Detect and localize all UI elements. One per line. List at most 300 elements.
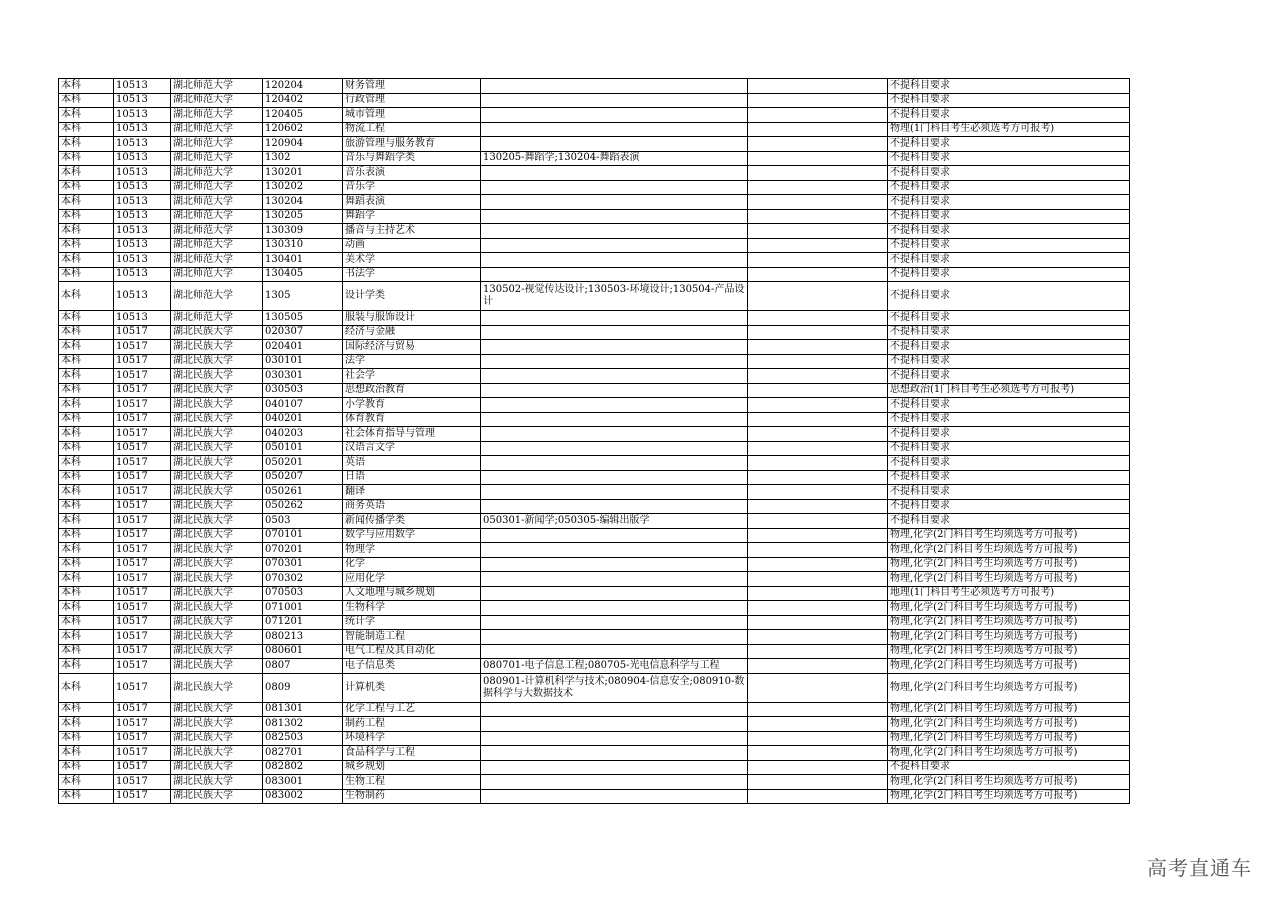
major-name-cell: 思想政治教育 [343, 383, 481, 398]
school-code-cell: 10513 [114, 166, 171, 181]
major-name-cell: 计算机类 [343, 673, 481, 702]
included-majors-cell [481, 572, 748, 587]
major-name-cell: 社会体育指导与管理 [343, 427, 481, 442]
table-row [59, 238, 1130, 253]
school-code-cell: 10517 [114, 702, 171, 717]
school-code-cell: 10517 [114, 557, 171, 572]
level-cell: 本科 [59, 369, 114, 384]
table-row [59, 412, 1130, 427]
included-majors-cell [481, 412, 748, 427]
level-cell: 本科 [59, 572, 114, 587]
blank-cell [748, 615, 888, 630]
school-name-cell: 湖北师范大学 [171, 282, 263, 311]
school-code-cell: 10517 [114, 325, 171, 340]
subject-requirement-cell: 不提科目要求 [888, 79, 1130, 94]
level-cell: 本科 [59, 79, 114, 94]
school-name-cell: 湖北民族大学 [171, 630, 263, 645]
level-cell: 本科 [59, 166, 114, 181]
subject-requirement-cell: 不提科目要求 [888, 209, 1130, 224]
major-code-cell: 130401 [263, 253, 343, 268]
school-code-cell: 10513 [114, 180, 171, 195]
subject-requirement-cell: 不提科目要求 [888, 412, 1130, 427]
school-name-cell: 湖北民族大学 [171, 659, 263, 674]
major-code-cell: 050262 [263, 499, 343, 514]
subject-requirement-cell: 物理,化学(2门科目考生均须选考方可报考) [888, 601, 1130, 616]
school-name-cell: 湖北民族大学 [171, 485, 263, 500]
included-majors-cell [481, 253, 748, 268]
level-cell: 本科 [59, 441, 114, 456]
major-name-cell: 电气工程及其自动化 [343, 644, 481, 659]
table-row [59, 253, 1130, 268]
major-code-cell: 083002 [263, 789, 343, 804]
school-name-cell: 湖北师范大学 [171, 209, 263, 224]
major-name-cell: 城市管理 [343, 108, 481, 123]
subject-requirement-cell: 物理,化学(2门科目考生均须选考方可报考) [888, 659, 1130, 674]
included-majors-cell [481, 122, 748, 137]
major-name-cell: 统计学 [343, 615, 481, 630]
school-name-cell: 湖北民族大学 [171, 644, 263, 659]
major-code-cell: 081302 [263, 717, 343, 732]
blank-cell [748, 398, 888, 413]
school-code-cell: 10517 [114, 601, 171, 616]
major-name-cell: 城乡规划 [343, 760, 481, 775]
major-name-cell: 财务管理 [343, 79, 481, 94]
included-majors-cell [481, 586, 748, 601]
table-row [59, 369, 1130, 384]
school-code-cell: 10513 [114, 195, 171, 210]
blank-cell [748, 557, 888, 572]
table-row [59, 441, 1130, 456]
level-cell: 本科 [59, 543, 114, 558]
school-name-cell: 湖北民族大学 [171, 557, 263, 572]
school-code-cell: 10517 [114, 731, 171, 746]
table-row [59, 108, 1130, 123]
school-name-cell: 湖北民族大学 [171, 340, 263, 355]
included-majors-cell [481, 470, 748, 485]
major-name-cell: 数学与应用数学 [343, 528, 481, 543]
table-row [59, 137, 1130, 152]
school-name-cell: 湖北民族大学 [171, 760, 263, 775]
subject-requirement-cell: 不提科目要求 [888, 499, 1130, 514]
major-code-cell: 071201 [263, 615, 343, 630]
major-name-cell: 设计学类 [343, 282, 481, 311]
table-row [59, 311, 1130, 326]
blank-cell [748, 470, 888, 485]
table-row [59, 644, 1130, 659]
blank-cell [748, 601, 888, 616]
level-cell: 本科 [59, 253, 114, 268]
subject-requirement-cell: 物理(1门科目考生必须选考方可报考) [888, 122, 1130, 137]
school-name-cell: 湖北师范大学 [171, 238, 263, 253]
major-code-cell: 050101 [263, 441, 343, 456]
school-name-cell: 湖北师范大学 [171, 137, 263, 152]
included-majors-cell [481, 267, 748, 282]
level-cell: 本科 [59, 485, 114, 500]
included-majors-cell [481, 224, 748, 239]
blank-cell [748, 427, 888, 442]
school-code-cell: 10513 [114, 267, 171, 282]
school-name-cell: 湖北师范大学 [171, 311, 263, 326]
level-cell: 本科 [59, 108, 114, 123]
major-name-cell: 法学 [343, 354, 481, 369]
school-code-cell: 10517 [114, 398, 171, 413]
blank-cell [748, 108, 888, 123]
subject-requirement-cell: 不提科目要求 [888, 514, 1130, 529]
major-name-cell: 生物工程 [343, 775, 481, 790]
school-name-cell: 湖北民族大学 [171, 717, 263, 732]
table-row [59, 615, 1130, 630]
included-majors-cell [481, 311, 748, 326]
subject-requirement-cell: 不提科目要求 [888, 456, 1130, 471]
school-code-cell: 10517 [114, 746, 171, 761]
level-cell: 本科 [59, 528, 114, 543]
subject-requirement-cell: 不提科目要求 [888, 180, 1130, 195]
included-majors-cell [481, 485, 748, 500]
school-name-cell: 湖北民族大学 [171, 731, 263, 746]
school-code-cell: 10513 [114, 151, 171, 166]
major-code-cell: 120204 [263, 79, 343, 94]
subject-requirement-cell: 物理,化学(2门科目考生均须选考方可报考) [888, 702, 1130, 717]
included-majors-cell [481, 543, 748, 558]
school-name-cell: 湖北民族大学 [171, 543, 263, 558]
level-cell: 本科 [59, 630, 114, 645]
included-majors-cell [481, 340, 748, 355]
major-code-cell: 040203 [263, 427, 343, 442]
level-cell: 本科 [59, 746, 114, 761]
school-name-cell: 湖北师范大学 [171, 253, 263, 268]
school-code-cell: 10513 [114, 79, 171, 94]
major-code-cell: 120405 [263, 108, 343, 123]
major-code-cell: 030301 [263, 369, 343, 384]
blank-cell [748, 760, 888, 775]
school-code-cell: 10517 [114, 354, 171, 369]
blank-cell [748, 746, 888, 761]
school-name-cell: 湖北师范大学 [171, 108, 263, 123]
major-code-cell: 050201 [263, 456, 343, 471]
included-majors-cell: 080701-电子信息工程;080705-光电信息科学与工程 [481, 659, 748, 674]
included-majors-cell [481, 383, 748, 398]
blank-cell [748, 528, 888, 543]
school-name-cell: 湖北民族大学 [171, 789, 263, 804]
included-majors-cell [481, 557, 748, 572]
major-code-cell: 030101 [263, 354, 343, 369]
blank-cell [748, 166, 888, 181]
included-majors-cell [481, 702, 748, 717]
table-row [59, 209, 1130, 224]
included-majors-cell [481, 789, 748, 804]
school-code-cell: 10517 [114, 717, 171, 732]
level-cell: 本科 [59, 644, 114, 659]
major-name-cell: 人文地理与城乡规划 [343, 586, 481, 601]
table-row [59, 673, 1130, 702]
subject-requirement-cell: 不提科目要求 [888, 282, 1130, 311]
school-code-cell: 10517 [114, 630, 171, 645]
school-name-cell: 湖北民族大学 [171, 615, 263, 630]
table-row [59, 456, 1130, 471]
major-name-cell: 生物制药 [343, 789, 481, 804]
major-name-cell: 小学教育 [343, 398, 481, 413]
school-code-cell: 10517 [114, 586, 171, 601]
school-code-cell: 10517 [114, 528, 171, 543]
included-majors-cell: 130205-舞蹈学;130204-舞蹈表演 [481, 151, 748, 166]
school-name-cell: 湖北师范大学 [171, 79, 263, 94]
school-name-cell: 湖北师范大学 [171, 122, 263, 137]
included-majors-cell [481, 456, 748, 471]
included-majors-cell [481, 166, 748, 181]
school-code-cell: 10517 [114, 412, 171, 427]
table-row [59, 760, 1130, 775]
school-code-cell: 10513 [114, 209, 171, 224]
major-code-cell: 130310 [263, 238, 343, 253]
level-cell: 本科 [59, 586, 114, 601]
table-row [59, 789, 1130, 804]
table-row [59, 325, 1130, 340]
level-cell: 本科 [59, 702, 114, 717]
subject-requirement-cell: 物理,化学(2门科目考生均须选考方可报考) [888, 746, 1130, 761]
school-code-cell: 10517 [114, 760, 171, 775]
level-cell: 本科 [59, 340, 114, 355]
blank-cell [748, 195, 888, 210]
school-name-cell: 湖北师范大学 [171, 180, 263, 195]
major-name-cell: 新闻传播学类 [343, 514, 481, 529]
table-row [59, 151, 1130, 166]
blank-cell [748, 253, 888, 268]
major-name-cell: 化学 [343, 557, 481, 572]
school-code-cell: 10517 [114, 369, 171, 384]
blank-cell [748, 514, 888, 529]
school-code-cell: 10517 [114, 456, 171, 471]
major-code-cell: 070101 [263, 528, 343, 543]
school-code-cell: 10513 [114, 122, 171, 137]
school-code-cell: 10513 [114, 238, 171, 253]
major-name-cell: 旅游管理与服务教育 [343, 137, 481, 152]
subject-requirement-cell: 思想政治(1门科目考生必须选考方可报考) [888, 383, 1130, 398]
table-row [59, 557, 1130, 572]
included-majors-cell [481, 369, 748, 384]
school-name-cell: 湖北民族大学 [171, 383, 263, 398]
level-cell: 本科 [59, 267, 114, 282]
table-row [59, 180, 1130, 195]
subject-requirement-cell: 不提科目要求 [888, 340, 1130, 355]
table-row [59, 572, 1130, 587]
blank-cell [748, 340, 888, 355]
subject-requirement-cell: 物理,化学(2门科目考生均须选考方可报考) [888, 717, 1130, 732]
table-row [59, 630, 1130, 645]
major-code-cell: 120602 [263, 122, 343, 137]
blank-cell [748, 238, 888, 253]
school-name-cell: 湖北民族大学 [171, 456, 263, 471]
blank-cell [748, 79, 888, 94]
included-majors-cell [481, 325, 748, 340]
subject-requirement-cell: 物理,化学(2门科目考生均须选考方可报考) [888, 731, 1130, 746]
major-name-cell: 制药工程 [343, 717, 481, 732]
included-majors-cell [481, 108, 748, 123]
major-code-cell: 050261 [263, 485, 343, 500]
blank-cell [748, 412, 888, 427]
blank-cell [748, 789, 888, 804]
major-code-cell: 050207 [263, 470, 343, 485]
school-name-cell: 湖北民族大学 [171, 470, 263, 485]
table-row [59, 166, 1130, 181]
major-code-cell: 040107 [263, 398, 343, 413]
major-code-cell: 082503 [263, 731, 343, 746]
major-code-cell: 120904 [263, 137, 343, 152]
level-cell: 本科 [59, 311, 114, 326]
school-code-cell: 10513 [114, 282, 171, 311]
major-name-cell: 环境科学 [343, 731, 481, 746]
level-cell: 本科 [59, 470, 114, 485]
level-cell: 本科 [59, 659, 114, 674]
school-name-cell: 湖北民族大学 [171, 398, 263, 413]
major-name-cell: 美术学 [343, 253, 481, 268]
school-code-cell: 10517 [114, 441, 171, 456]
major-name-cell: 音乐表演 [343, 166, 481, 181]
table-row [59, 601, 1130, 616]
table-row [59, 427, 1130, 442]
subject-requirement-cell: 不提科目要求 [888, 427, 1130, 442]
included-majors-cell [481, 775, 748, 790]
included-majors-cell [481, 630, 748, 645]
school-code-cell: 10517 [114, 644, 171, 659]
table-row [59, 717, 1130, 732]
school-code-cell: 10517 [114, 775, 171, 790]
major-name-cell: 食品科学与工程 [343, 746, 481, 761]
school-code-cell: 10517 [114, 383, 171, 398]
blank-cell [748, 122, 888, 137]
subject-requirement-cell: 不提科目要求 [888, 470, 1130, 485]
level-cell: 本科 [59, 137, 114, 152]
included-majors-cell [481, 398, 748, 413]
included-majors-cell [481, 731, 748, 746]
table-row [59, 731, 1130, 746]
major-code-cell: 082701 [263, 746, 343, 761]
level-cell: 本科 [59, 456, 114, 471]
major-code-cell: 130204 [263, 195, 343, 210]
major-code-cell: 040201 [263, 412, 343, 427]
blank-cell [748, 456, 888, 471]
subject-requirement-cell: 不提科目要求 [888, 108, 1130, 123]
school-name-cell: 湖北民族大学 [171, 673, 263, 702]
level-cell: 本科 [59, 209, 114, 224]
subject-requirement-cell: 物理,化学(2门科目考生均须选考方可报考) [888, 644, 1130, 659]
subject-requirement-cell: 不提科目要求 [888, 398, 1130, 413]
major-code-cell: 130205 [263, 209, 343, 224]
table-row [59, 485, 1130, 500]
school-code-cell: 10517 [114, 673, 171, 702]
major-name-cell: 社会学 [343, 369, 481, 384]
subject-requirement-cell: 不提科目要求 [888, 253, 1130, 268]
level-cell: 本科 [59, 122, 114, 137]
school-name-cell: 湖北民族大学 [171, 528, 263, 543]
school-code-cell: 10517 [114, 789, 171, 804]
school-name-cell: 湖北师范大学 [171, 267, 263, 282]
major-code-cell: 0503 [263, 514, 343, 529]
blank-cell [748, 644, 888, 659]
subject-requirement-cell: 不提科目要求 [888, 325, 1130, 340]
blank-cell [748, 630, 888, 645]
major-code-cell: 070301 [263, 557, 343, 572]
major-name-cell: 智能制造工程 [343, 630, 481, 645]
subject-requirement-cell: 物理,化学(2门科目考生均须选考方可报考) [888, 615, 1130, 630]
major-code-cell: 130405 [263, 267, 343, 282]
watermark-text: 高考直通车 [1147, 856, 1252, 880]
school-code-cell: 10517 [114, 572, 171, 587]
major-name-cell: 音乐学 [343, 180, 481, 195]
major-code-cell: 130309 [263, 224, 343, 239]
admission-requirements-table [58, 78, 1130, 804]
table-row [59, 354, 1130, 369]
included-majors-cell [481, 528, 748, 543]
included-majors-cell [481, 427, 748, 442]
subject-requirement-cell: 不提科目要求 [888, 311, 1130, 326]
school-name-cell: 湖北民族大学 [171, 354, 263, 369]
level-cell: 本科 [59, 238, 114, 253]
major-name-cell: 播音与主持艺术 [343, 224, 481, 239]
school-name-cell: 湖北师范大学 [171, 195, 263, 210]
school-name-cell: 湖北民族大学 [171, 746, 263, 761]
major-name-cell: 经济与金融 [343, 325, 481, 340]
blank-cell [748, 717, 888, 732]
major-code-cell: 020307 [263, 325, 343, 340]
included-majors-cell: 050301-新闻学;050305-编辑出版学 [481, 514, 748, 529]
included-majors-cell [481, 615, 748, 630]
major-name-cell: 物流工程 [343, 122, 481, 137]
included-majors-cell [481, 238, 748, 253]
school-name-cell: 湖北民族大学 [171, 601, 263, 616]
major-code-cell: 081301 [263, 702, 343, 717]
level-cell: 本科 [59, 731, 114, 746]
table-row [59, 282, 1130, 311]
subject-requirement-cell: 物理,化学(2门科目考生均须选考方可报考) [888, 528, 1130, 543]
major-name-cell: 汉语言文学 [343, 441, 481, 456]
subject-requirement-cell: 不提科目要求 [888, 137, 1130, 152]
subject-requirement-cell: 不提科目要求 [888, 369, 1130, 384]
level-cell: 本科 [59, 325, 114, 340]
level-cell: 本科 [59, 354, 114, 369]
major-name-cell: 行政管理 [343, 93, 481, 108]
level-cell: 本科 [59, 383, 114, 398]
blank-cell [748, 354, 888, 369]
school-code-cell: 10517 [114, 427, 171, 442]
subject-requirement-cell: 不提科目要求 [888, 195, 1130, 210]
included-majors-cell [481, 499, 748, 514]
school-code-cell: 10517 [114, 514, 171, 529]
table-row [59, 93, 1130, 108]
level-cell: 本科 [59, 601, 114, 616]
major-code-cell: 1305 [263, 282, 343, 311]
school-code-cell: 10513 [114, 108, 171, 123]
school-name-cell: 湖北民族大学 [171, 427, 263, 442]
school-name-cell: 湖北民族大学 [171, 702, 263, 717]
blank-cell [748, 731, 888, 746]
school-name-cell: 湖北民族大学 [171, 775, 263, 790]
major-name-cell: 英语 [343, 456, 481, 471]
included-majors-cell [481, 760, 748, 775]
major-name-cell: 日语 [343, 470, 481, 485]
blank-cell [748, 180, 888, 195]
subject-requirement-cell: 不提科目要求 [888, 166, 1130, 181]
major-name-cell: 电子信息类 [343, 659, 481, 674]
major-name-cell: 物理学 [343, 543, 481, 558]
table-row [59, 543, 1130, 558]
level-cell: 本科 [59, 180, 114, 195]
table-row [59, 514, 1130, 529]
major-name-cell: 国际经济与贸易 [343, 340, 481, 355]
major-code-cell: 083001 [263, 775, 343, 790]
major-code-cell: 070302 [263, 572, 343, 587]
major-code-cell: 130505 [263, 311, 343, 326]
blank-cell [748, 369, 888, 384]
